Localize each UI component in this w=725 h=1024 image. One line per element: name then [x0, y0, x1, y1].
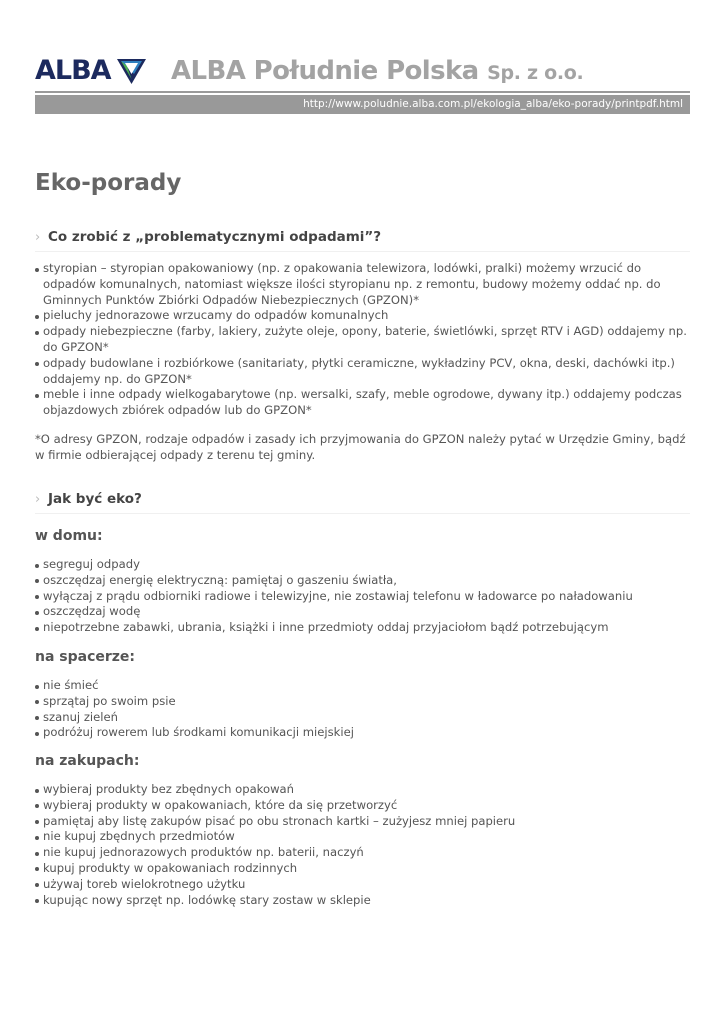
list-item: wybieraj produkty bez zbędnych opakowań	[35, 782, 690, 798]
list-item: nie śmieć	[35, 678, 690, 694]
page-header	[35, 52, 690, 92]
list-item: segreguj odpady	[35, 557, 690, 573]
page-title: Eko-porady	[35, 170, 182, 196]
page-url[interactable]: http://www.poludnie.alba.com.pl/ekologia_alba/eko-porady/printpdf.html	[303, 98, 683, 110]
list-item: niepotrzebne zabawki, ubrania, książki i inne przedmioty oddaj przyjaciołom bądź potrzebującym	[35, 620, 690, 636]
section-title: Jak być eko?	[48, 491, 142, 507]
list-item: nie kupuj jednorazowych produktów np. baterii, naczyń	[35, 845, 690, 861]
gpzon-footnote: *O adresy GPZON, rodzaje odpadów i zasady ich przyjmowania do GPZON należy pytać w Urzędzie Gminy, bądź w firmie odbierającej odpady z terenu tej gminy.	[35, 432, 686, 462]
list-item: oszczędzaj wodę	[35, 604, 690, 620]
company-suffix: Sp. z o.o.	[487, 62, 584, 84]
list-item: sprzątaj po swoim psie	[35, 694, 690, 710]
list-item: oszczędzaj energię elektryczną: pamiętaj o gaszeniu światła,	[35, 573, 690, 589]
list-item: kupuj produkty w opakowaniach rodzinnych	[35, 861, 690, 877]
chevron-right-icon: ›	[35, 492, 41, 507]
home-tips-list	[35, 557, 690, 636]
list-item: używaj toreb wielokrotnego użytku	[35, 877, 690, 893]
list-item: meble i inne odpady wielkogabarytowe (np. wersalki, szafy, meble ogrodowe, dywany itp.) oddajemy podczas objazdowych zbiórek odpadów lub do GPZON*	[35, 387, 690, 419]
list-item: pamiętaj aby listę zakupów pisać po obu stronach kartki – zużyjesz mniej papieru	[35, 814, 690, 830]
company-name	[171, 56, 583, 88]
problematic-waste-list	[35, 261, 690, 419]
list-item: pieluchy jednorazowe wrzucamy do odpadów komunalnych	[35, 308, 690, 324]
section-heading-how-to-be-eco	[35, 489, 690, 514]
subheading-home: w domu:	[35, 528, 103, 544]
walk-tips-list	[35, 678, 690, 741]
header-divider	[35, 91, 690, 93]
list-item: podróżuj rowerem lub środkami komunikacji miejskiej	[35, 725, 690, 741]
alba-triangle-logo-icon	[115, 56, 148, 86]
list-item: wybieraj produkty w opakowaniach, które da się przetworzyć	[35, 798, 690, 814]
company-name-text: ALBA Południe Polska	[171, 56, 479, 86]
chevron-right-icon: ›	[35, 230, 41, 245]
subheading-walk: na spacerze:	[35, 649, 136, 665]
alba-logo	[35, 56, 148, 86]
list-item: odpady niebezpieczne (farby, lakiery, zużyte oleje, opony, baterie, świetlówki, sprzęt RTV i AGD) oddajemy np. do GPZON*	[35, 324, 690, 356]
list-item: szanuj zieleń	[35, 710, 690, 726]
list-item: odpady budowlane i rozbiórkowe (sanitariaty, płytki ceramiczne, wykładziny PCV, okna, deski, dachówki itp.) oddajemy np. do GPZON*	[35, 356, 690, 388]
logo-wordmark: ALBA	[35, 55, 111, 86]
list-item: nie kupuj zbędnych przedmiotów	[35, 829, 690, 845]
subheading-shopping: na zakupach:	[35, 753, 140, 769]
section-heading-problematic-waste	[35, 227, 690, 252]
list-item: styropian – styropian opakowaniowy (np. z opakowania telewizora, lodówki, pralki) możemy wrzucić do odpadów komunalnych, natomiast większe ilości styropianu np. z remontu, budowy możemy oddać np. do Gminnych Punktów Zbiórki Odpadów Niebezpiecznych (GPZON)*	[35, 261, 690, 308]
shopping-tips-list	[35, 782, 690, 908]
url-bar	[35, 95, 690, 114]
section-title: Co zrobić z „problematycznymi odpadami”?	[48, 229, 382, 245]
list-item: wyłączaj z prądu odbiorniki radiowe i telewizyjne, nie zostawiaj telefonu w ładowarce po naładowaniu	[35, 589, 690, 605]
list-item: kupując nowy sprzęt np. lodówkę stary zostaw w sklepie	[35, 893, 690, 909]
